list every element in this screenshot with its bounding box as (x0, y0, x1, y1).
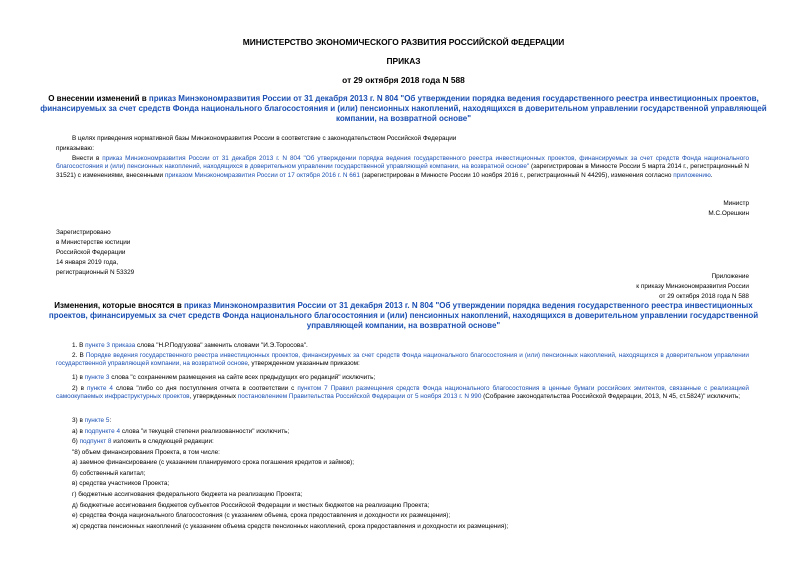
item-2-text-a: 2. В (72, 352, 86, 359)
preamble-link-order-661[interactable]: приказом Минэкономразвития России от 17 октября 2016 г. N 661 (164, 171, 360, 179)
preamble-body-3: (зарегистрирован в Минюсте России 10 ноября 2016 г., регистрационный N 44295), изменения согласно (359, 171, 674, 179)
subitem-3 (56, 417, 749, 425)
subitem-2-text-b: слова "либо со дня поступления отчета в соответствии с (112, 385, 298, 392)
quote-item-8: "8) объем финансирования Проекта, в том числе: (72, 449, 220, 456)
subitem-b-text-b: изложить в следующей редакции: (111, 438, 214, 445)
subitem-a-link[interactable]: подпункте 4 (84, 428, 121, 435)
preamble-text: В целях приведения нормативной базы Минэкономразвития России в соответствие с законодательством Российской Федерации (72, 135, 457, 142)
subitem-a-text-b: слова "и текущей степени реализованности" исключить; (120, 428, 290, 435)
item-2 (56, 352, 749, 369)
subitem-2-link[interactable]: пункте 4 (87, 385, 113, 392)
registration-block (56, 229, 356, 279)
registration-line-2: в Министерстве юстиции (56, 239, 131, 246)
changes-title-link[interactable]: приказ Минэкономразвития России от 31 декабря 2013 г. N 804 "Об утверждении порядка ведения государственного реестра инвестиционных проектов, финансируемых за счет средств Фонда национального благосостояния и (или) пенсионных накоплений, находящихся в доверительном управлении государственной управляющей компании, на возвратной основе" (48, 301, 759, 330)
signature-name: М.С.Орешкин (708, 210, 749, 217)
changes-title-prefix: Изменения, которые вносятся в (54, 301, 184, 310)
preamble-link-appendix[interactable]: приложению (673, 171, 711, 179)
item-2-text-b: , утвержденном указанным приказом: (247, 360, 360, 368)
list-item-v: в) средства участников Проекта; (72, 480, 170, 487)
subitem-b (56, 438, 749, 446)
list-item-a: а) заемное финансирование (с указанием планируемого срока погашения кредитов и займов); (72, 459, 355, 466)
order-title (40, 94, 767, 124)
subitem-b-link[interactable]: подпункт 8 (79, 438, 112, 445)
preamble-body (56, 155, 749, 180)
subitem-1 (56, 374, 749, 382)
subitem-2-text-d: (Собрание законодательства Российской Федерации, 2013, N 45, ст.5824)" исключить; (481, 393, 741, 401)
order-date-number: от 29 октября 2018 года N 588 (342, 75, 465, 85)
preamble-body-2: (зарегистрирован в Минюсте России 5 марта 2014 г., регистрационный N 31521) с изменениями, внесенными (56, 163, 750, 179)
list-item-e: е) средства Фонда национального благосостояния (с указанием объема, срока предоставления и доходности их размещения); (72, 512, 451, 519)
subitem-b-text-a: б) (72, 438, 80, 445)
subitem-a-text-a: а) в (72, 428, 85, 435)
appendix-date: от 29 октября 2018 года N 588 (659, 293, 749, 300)
registration-line-1: Зарегистрировано (56, 229, 111, 236)
subitem-3-link[interactable]: пункте 5 (84, 417, 110, 424)
doc-type-heading: ПРИКАЗ (386, 56, 421, 66)
registration-line-4: 14 января 2019 года, (56, 259, 119, 266)
changes-title (40, 301, 767, 331)
signature-position: Министр (723, 200, 749, 207)
subitem-2 (56, 385, 749, 402)
preamble-body-4: . (710, 171, 713, 179)
subitem-2-text-c: , утвержденных (189, 393, 238, 401)
subitem-2-text-a: 2) в (72, 385, 87, 392)
item-1-text-a: 1. В (72, 342, 86, 349)
ministry-heading: МИНИСТЕРСТВО ЭКОНОМИЧЕСКОГО РАЗВИТИЯ РОССИЙСКОЙ ФЕДЕРАЦИИ (242, 37, 565, 47)
list-item-d: д) бюджетные ассигнования бюджетов субъектов Российской Федерации и местных бюджетов на реализацию Проекта; (72, 502, 430, 509)
subitem-3-text-a: 3) в (72, 417, 85, 424)
preamble-link-order-804[interactable]: приказ Минэкономразвития России от 31 декабря 2013 г. N 804 "Об утверждении порядка ведения государственного реестра инвестиционных проектов, финансируемых за счет средств Фонда национального благосостояния и (или) пенсионных накоплений, находящихся в доверительном управлении государственной управляющей компании, на возвратной основе" (56, 155, 749, 171)
registration-line-5: регистрационный N 53329 (56, 269, 135, 276)
list-item-zh: ж) средства пенсионных накоплений (с указанием объема средств пенсионных накоплений, срока предоставления и доходности их размещения); (72, 523, 509, 530)
preamble-orders: приказываю: (56, 145, 94, 152)
item-2-link[interactable]: Порядке ведения государственного реестра инвестиционных проектов, финансируемых за счет средств Фонда национального благосостояния и (или) пенсионных накоплений, находящихся в доверительном управлении государственной управляющей компании, на возвратной основе (56, 352, 749, 368)
subitem-2-link-decree[interactable]: постановлением Правительства Российской Федерации от 5 ноября 2013 г. N 990 (237, 393, 482, 401)
appendix-label: Приложение (711, 273, 749, 280)
appendix-block (449, 273, 749, 303)
subitem-3-text-b: : (109, 417, 112, 424)
subitem-1-link[interactable]: пункте 3 (84, 374, 110, 381)
order-title-prefix: О внесении изменений в (48, 94, 149, 103)
list-item-g: г) бюджетные ассигнования федерального бюджета на реализацию Проекта; (72, 491, 303, 498)
item-1 (56, 342, 749, 350)
subitem-1-text-b: слова "с сохранением размещения на сайте всех предыдущих его редакций" исключить; (109, 374, 376, 381)
appendix-to-order: к приказу Минэкономразвития России (636, 283, 749, 290)
registration-line-3: Российской Федерации (56, 249, 126, 256)
subitem-1-text-a: 1) в (72, 374, 85, 381)
subitem-a (56, 428, 749, 436)
order-title-link[interactable]: приказ Минэкономразвития России от 31 декабря 2013 г. N 804 "Об утверждении порядка ведения государственного реестра инвестиционных проектов, финансируемых за счет средств Фонда национального благосостояния и (или) пенсионных накоплений, находящихся в доверительном управлении государственной управляющей компании, на возвратной основе" (40, 94, 767, 123)
subitem-2-link-rules[interactable]: пунктом 7 Правил размещения средств Фонда национального благосостояния в ценные бумаги российских эмитентов, связанные с реализацией самоокупаемых инфраструктурных проектов (56, 385, 750, 401)
list-item-b: б) собственный капитал; (72, 470, 146, 477)
preamble-body-1: Внести в (72, 155, 103, 162)
item-1-link[interactable]: пункте 3 приказа (85, 342, 136, 349)
item-1-text-b: слова "Н.Р.Подгузова" заменить словами "И.Э.Торосова". (135, 342, 308, 349)
